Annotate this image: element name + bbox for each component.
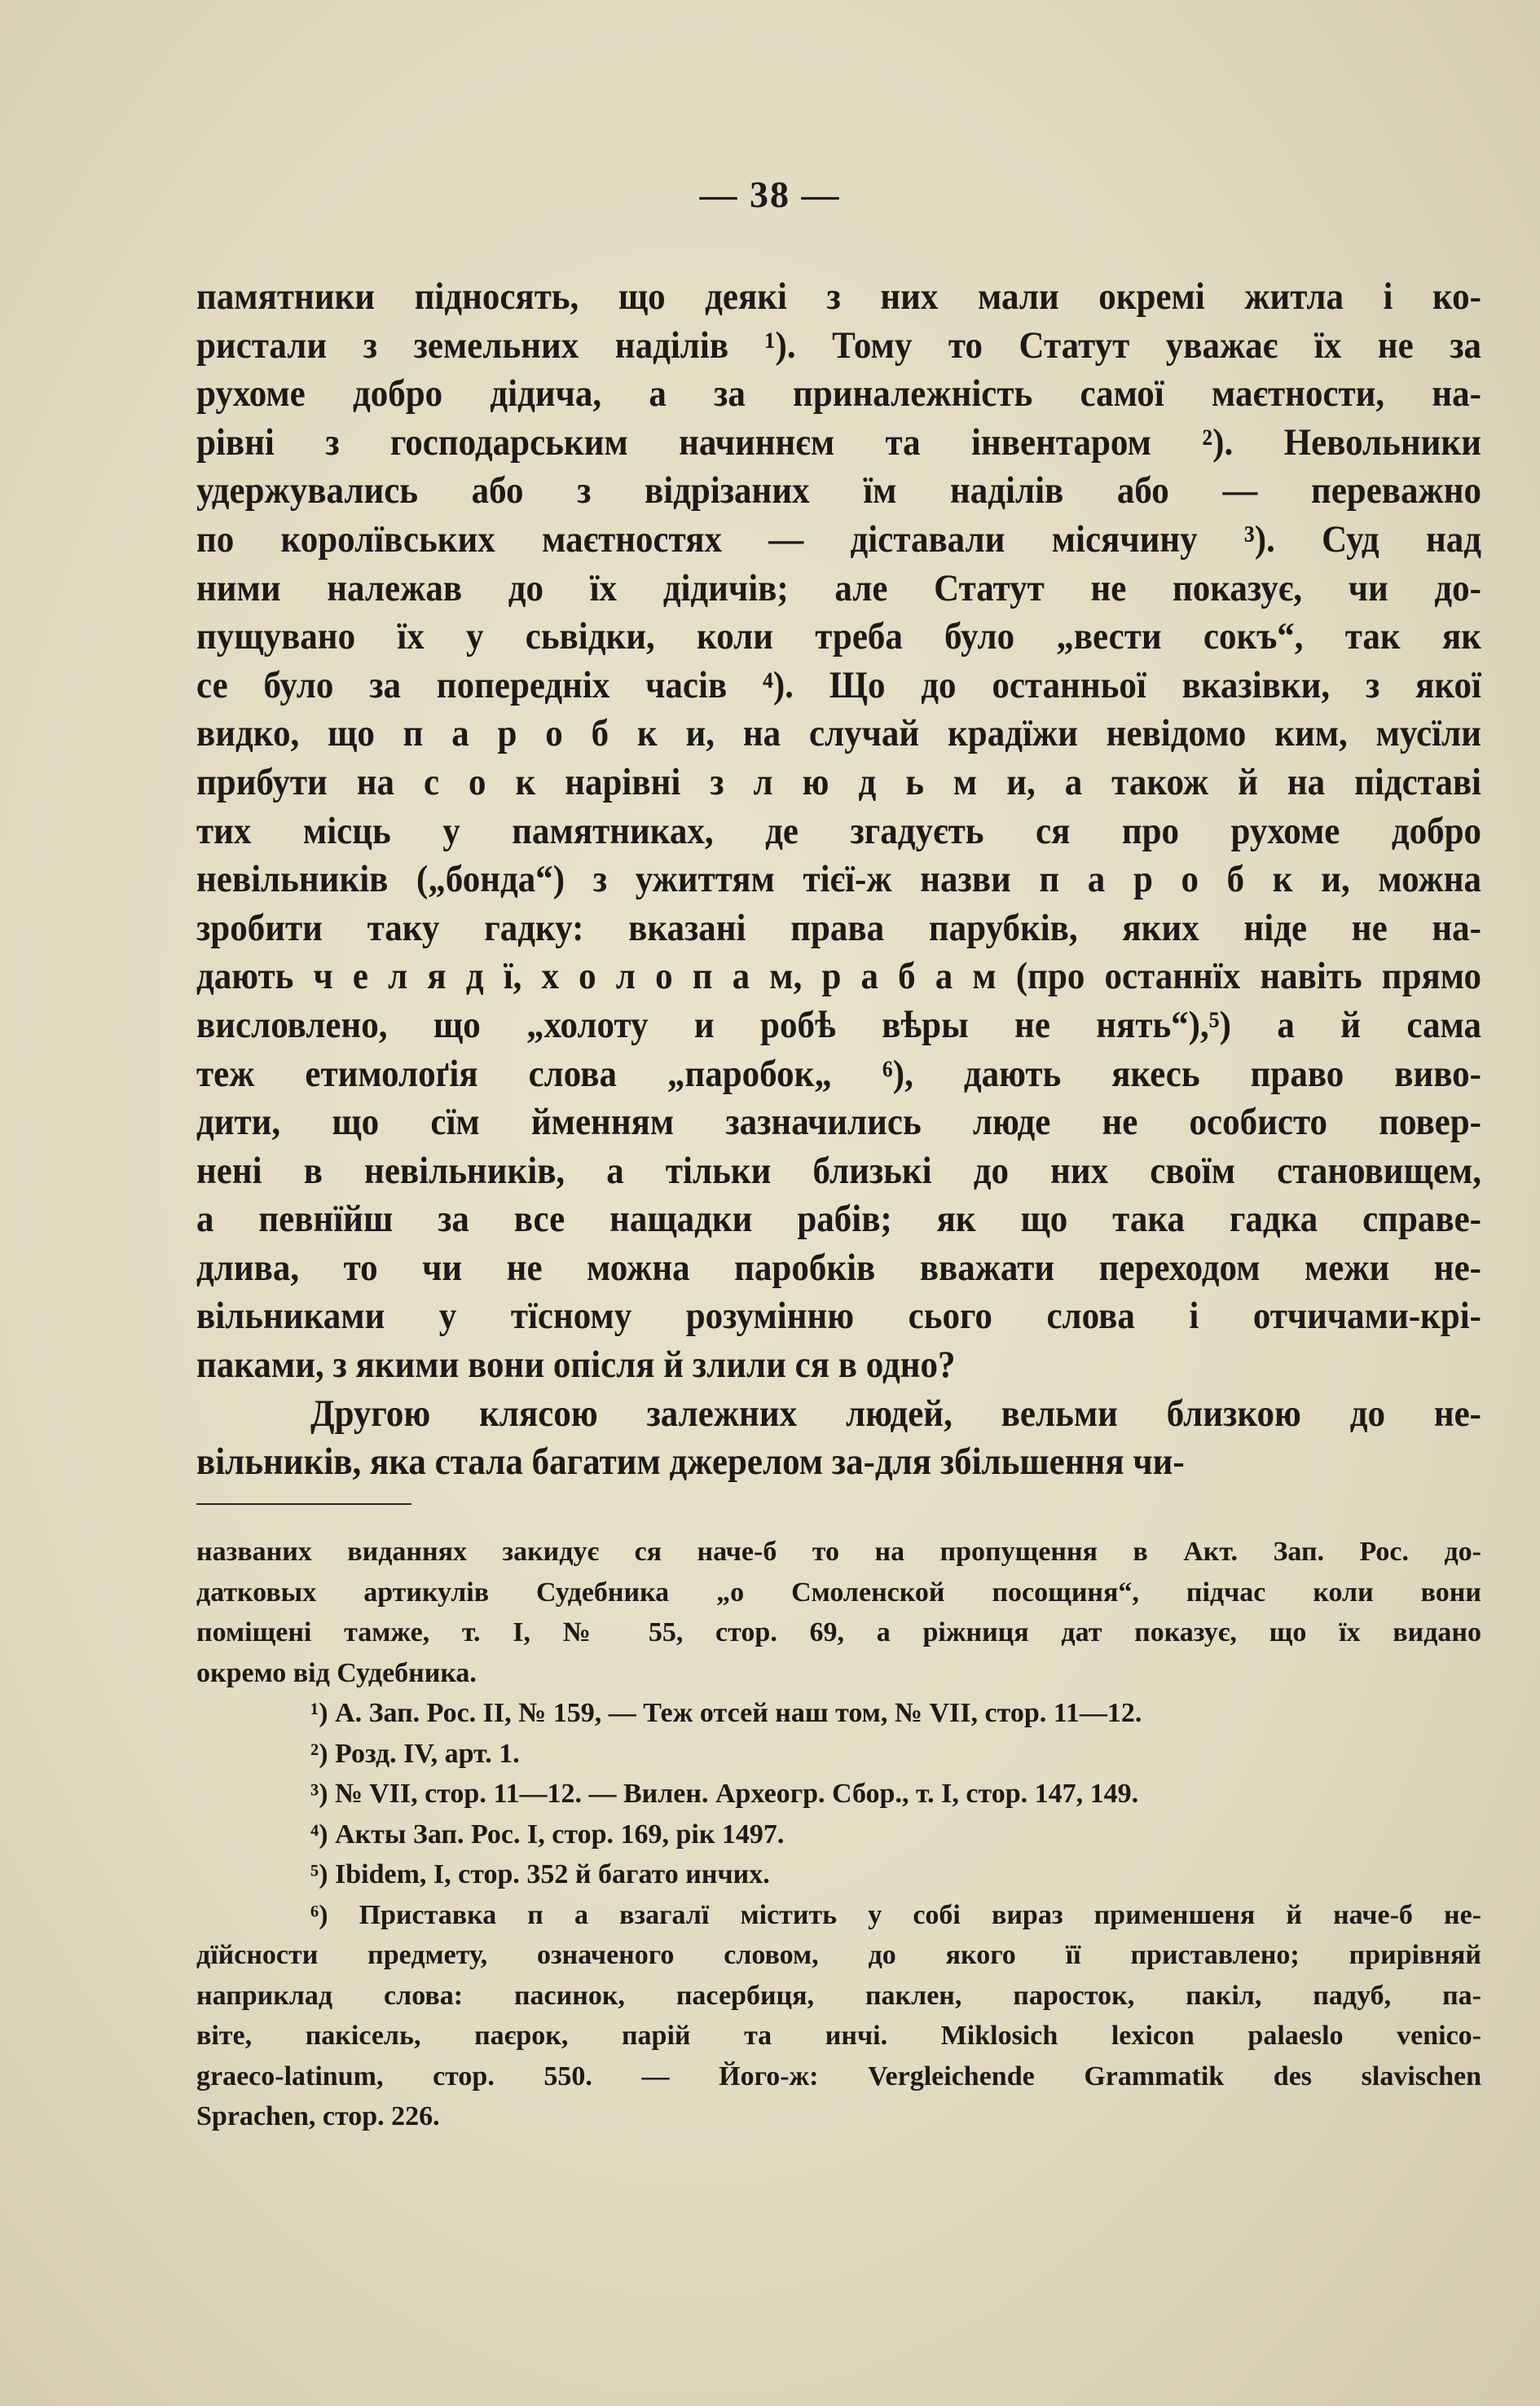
paragraph-line: Другою клясою залежних людей, вельми близкою до не- xyxy=(310,1392,1481,1435)
paragraph-line: ними належав до їх дідичів; але Статут не показує, чи до- xyxy=(196,567,1481,609)
footnote-divider xyxy=(196,1503,411,1505)
footnote-continuation-line: поміщені тамже, т. I, № 55, стор. 69, а ріжниця дат показує, що їх видано xyxy=(196,1617,1481,1647)
footnote-continuation-line: датковых артикулів Судебника „о Смоленской посощиня“, підчас коли вони xyxy=(196,1577,1481,1608)
paragraph-line: рівні з господарським начиннєм та інвентаром ²). Невольники xyxy=(196,421,1481,464)
paragraph-line: рухоме добро дідича, а за приналежність самої маєтности, на- xyxy=(196,373,1481,416)
paragraph-line: невільників („бонда“) з ужиттям тієї-ж назви п а р о б к и, можна xyxy=(196,859,1481,900)
paragraph-line: прибути на с о к нарівні з л ю д ь м и, а також й на підставі xyxy=(196,762,1481,803)
footnote-line: ⁶) Приставка п а взагалї містить у собі вираз применшеня й наче-б не- xyxy=(310,1899,1481,1930)
footnote-line: ⁴) Акты Зап. Рос. I, стор. 169, рік 1497. xyxy=(310,1819,785,1850)
paragraph-line: пущувано їх у сьвідки, коли треба було „вести сокъ“, так як xyxy=(196,616,1481,658)
paragraph-line: се було за попередніх часів ⁴). Що до останньої вказівки, з якої xyxy=(196,664,1481,706)
footnote-line: віте, пакісель, паєрок, парій та инчі. Miklosich lexicon palaeslo venico- xyxy=(196,2021,1481,2051)
footnote-line: ¹) А. Зап. Рос. II, № 159, — Теж отсей наш том, № VII, стор. 11—12. xyxy=(310,1698,1142,1728)
footnote-continuation-line: окремо від Судебника. xyxy=(196,1657,477,1688)
page-number: — 38 — xyxy=(699,174,841,215)
paragraph-line: а певнїйш за все нащадки рабів; як що така гадка справе- xyxy=(196,1199,1481,1241)
paragraph-line: памятники підносять, що деякі з них мали окремі житла і ко- xyxy=(196,276,1481,318)
footnote-line: Sprachen, стор. 226. xyxy=(196,2101,440,2131)
paragraph-line: паками, з якими вони опісля й злили ся в одно? xyxy=(196,1344,956,1386)
paragraph-line: тих місць у памятниках, де згадуєть ся про рухоме добро xyxy=(196,810,1481,852)
paragraph-line: удержувались або з відрізаних їм наділів або — переважно xyxy=(196,470,1481,512)
footnote-line: дїйсности предмету, означеного словом, до якого її приставлено; прирівняй xyxy=(196,1940,1481,1970)
footnotes xyxy=(196,1532,1481,2137)
paragraph-line: видко, що п а р о б к и, на случай крадїжи невідомо ким, мусїли xyxy=(196,713,1481,755)
main-text xyxy=(196,273,1481,1487)
paragraph-line: теж етимолоґія слова „паробок„ ⁶), дають якесь право виво- xyxy=(196,1053,1481,1095)
paragraph-line: по королївських маєтностях — діставали місячину ³). Суд над xyxy=(196,519,1481,561)
paragraph-line: висловлено, що „холоту и робѣ вѣры не нять“),⁵) а й сама xyxy=(196,1005,1481,1046)
paragraph-line: зробити таку гадку: вказані права парубків, яких ніде не на- xyxy=(196,907,1481,949)
paragraph-line: вільниками у тїсному розумінню сього слова і отчичами-крі- xyxy=(196,1295,1481,1338)
footnote-line: graeco-latinum, стор. 550. — Його-ж: Vergleichende Grammatik des slavischen xyxy=(196,2061,1481,2092)
paragraph-line: вільників, яка стала багатим джерелом за-для збільшення чи- xyxy=(196,1441,1185,1484)
paragraph-line: дають ч е л я д ї, х о л о п а м, р а б а м (про останнїх навіть прямо xyxy=(196,956,1481,998)
footnote-line: наприклад слова: пасинок, пасербиця, паклен, паросток, пакіл, падуб, па- xyxy=(196,1980,1481,2011)
paragraph-line: длива, то чи не можна паробків вважати переходом межи не- xyxy=(196,1247,1481,1289)
footnote-continuation-line: названих виданнях закидує ся наче-б то на пропущення в Акт. Зап. Рос. до- xyxy=(196,1537,1481,1567)
footnote-line: ²) Розд. IV, арт. 1. xyxy=(310,1738,520,1769)
paragraph-line: дити, що сїм йменням зазначились люде не особисто повер- xyxy=(196,1102,1481,1143)
paragraph-line: нені в невільників, а тільки близькі до них своїм становищем, xyxy=(196,1150,1481,1192)
paragraph-line: ристали з земельних наділів ¹). Тому то Статут уважає їх не за xyxy=(196,324,1481,367)
footnote-line: ⁵) Ibidem, I, стор. 352 й багато инчих. xyxy=(310,1859,770,1889)
footnote-line: ³) № VII, стор. 11—12. — Вилен. Археогр. Сбор., т. I, стор. 147, 149. xyxy=(310,1779,1139,1809)
